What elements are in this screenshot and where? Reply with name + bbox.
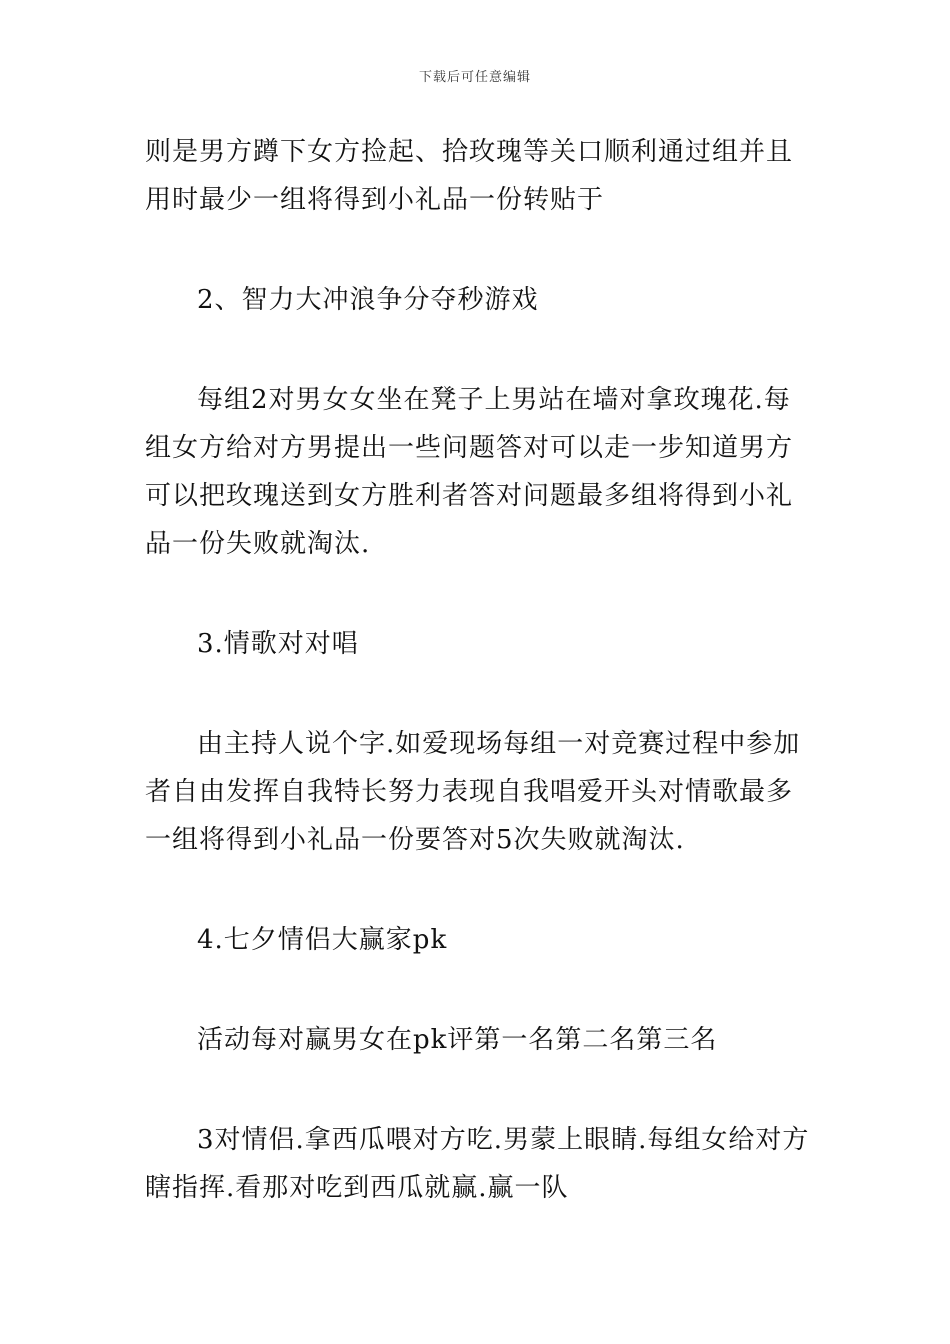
document-body xyxy=(145,128,811,1212)
paragraph-game-3: 由主持人说个字.如爱现场每组一对竞赛过程中参加者自由发挥自我特长努力表现自我唱爱开头对情歌最多一组将得到小礼品一份要答对5次失败就淘汰. xyxy=(145,729,801,855)
page-header-note: 下载后可任意编辑 xyxy=(418,70,531,85)
paragraph-game-4: 活动每对赢男女在pk评第一名第二名第三名 xyxy=(197,1025,718,1055)
section-heading-2: 2、智力大冲浪争分夺秒游戏 xyxy=(197,285,539,315)
section-heading-4: 4.七夕情侣大赢家pk xyxy=(197,925,448,955)
paragraph-continuation: 则是男方蹲下女方捡起、拾玫瑰等关口顺利通过组并且用时最少一组将得到小礼品一份转贴于 xyxy=(145,137,794,215)
section-heading-3: 3.情歌对对唱 xyxy=(197,629,359,659)
paragraph-game-2: 每组2对男女女坐在凳子上男站在墙对拿玫瑰花.每组女方给对方男提出一些问题答对可以走一步知道男方可以把玫瑰送到女方胜利者答对问题最多组将得到小礼品一份失败就淘汰. xyxy=(145,385,794,559)
paragraph-watermelon-game: 3对情侣.拿西瓜喂对方吃.男蒙上眼睛.每组女给对方瞎指挥.看那对吃到西瓜就赢.赢一队 xyxy=(145,1125,810,1203)
